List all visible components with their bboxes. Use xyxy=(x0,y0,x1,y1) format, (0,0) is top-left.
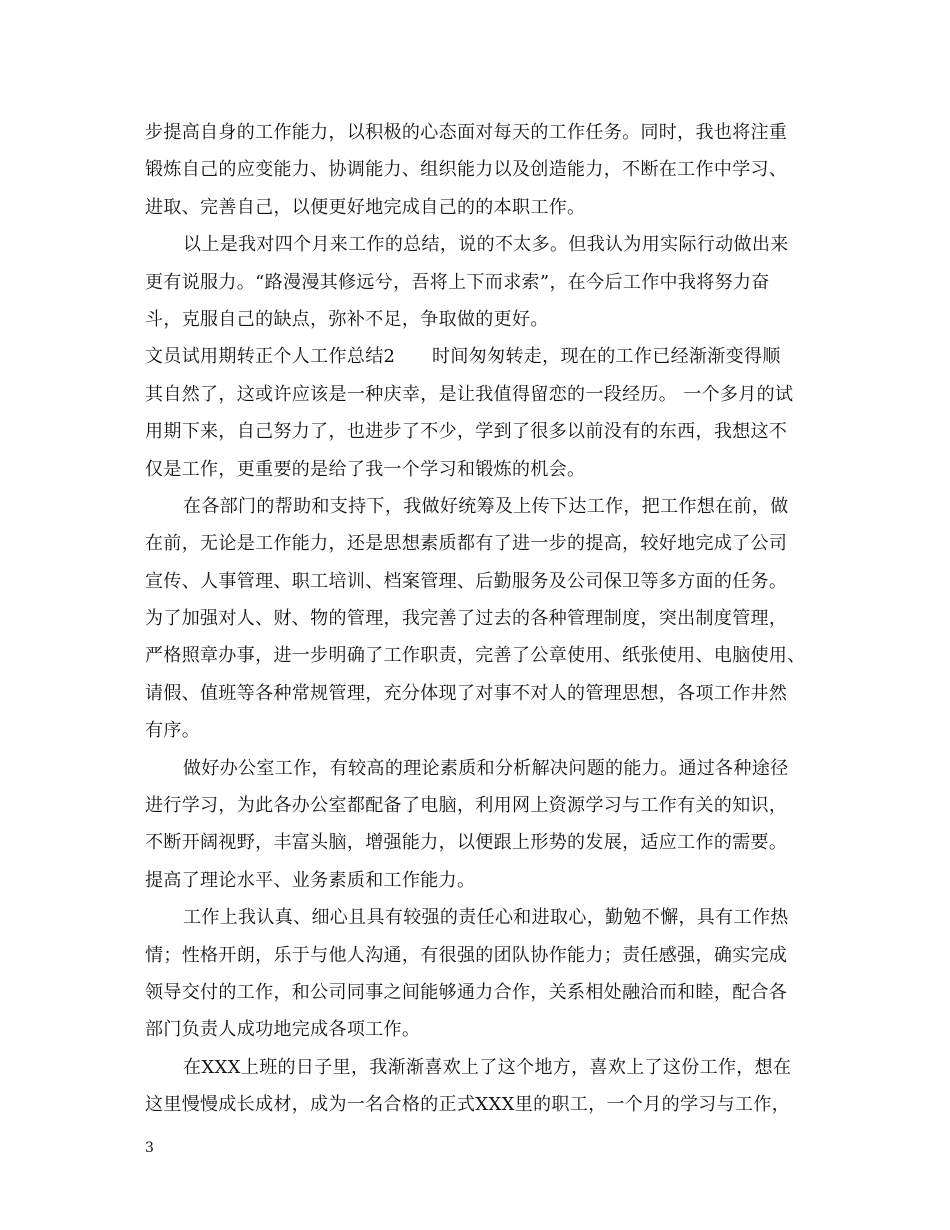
text-line: 情；性格开朗，乐于与他人沟通，有很强的团队协作能力；责任感强，确实完成 xyxy=(145,944,788,966)
text-line: 在XXX上班的日子里，我渐渐喜欢上了这个地方，喜欢上了这份工作，想在 xyxy=(183,1056,792,1078)
text-line: 工作上我认真、细心且具有较强的责任心和进取心，勤勉不懈，具有工作热 xyxy=(183,907,789,929)
text-line: 做好办公室工作，有较高的理论素质和分析解决问题的能力。通过各种途径 xyxy=(183,757,789,779)
text-line: 严格照章办事，进一步明确了工作职责，完善了公章使用、纸张使用、电脑使用、 xyxy=(145,645,806,667)
text-line: 在前，无论是工作能力，还是思想素质都有了进一步的提高，较好地完成了公司 xyxy=(145,533,788,555)
text-line: 这里慢慢成长成材，成为一名合格的正式XXX里的职工，一个月的学习与工作， xyxy=(145,1094,791,1116)
page-number: 3 xyxy=(145,1140,154,1156)
document-body xyxy=(145,114,807,1124)
text-line: 部门负责人成功地完成各项工作。 xyxy=(145,1019,421,1041)
text-line: 宣传、人事管理、职工培训、档案管理、后勤服务及公司保卫等多方面的任务。 xyxy=(145,570,788,592)
text-line: 以上是我对四个月来工作的总结，说的不太多。但我认为用实际行动做出来 xyxy=(183,234,789,256)
text-line: 请假、值班等各种常规管理，充分体现了对事不对人的管理思想，各项工作井然 xyxy=(145,682,788,704)
text-line: 不断开阔视野，丰富头脑，增强能力，以便跟上形势的发展，适应工作的需要。 xyxy=(145,832,788,854)
text-line: 锻炼自己的应变能力、协调能力、组织能力以及创造能力，不断在工作中学习、 xyxy=(145,159,788,181)
text-line: 进取、完善自己，以便更好地完成自己的的本职工作。 xyxy=(145,196,586,218)
text-line: 提高了理论水平、业务素质和工作能力。 xyxy=(145,869,476,891)
text-line: 更有说服力。“路漫漫其修远兮，吾将上下而求索”，在今后工作中我将努力奋 xyxy=(145,271,770,293)
text-line: 文员试用期转正个人工作总结2 时间匆匆转走，现在的工作已经渐渐变得顺 xyxy=(145,346,781,368)
text-line: 领导交付的工作，和公司同事之间能够通力合作，关系相处融洽而和睦，配合各 xyxy=(145,981,788,1003)
text-line: 其自然了，这或许应该是一种庆幸，是让我值得留恋的一段经历。 一个多月的试 xyxy=(145,383,794,405)
text-line: 为了加强对人、财、物的管理，我完善了过去的各种管理制度，突出制度管理， xyxy=(145,608,788,630)
text-line: 有序。 xyxy=(145,720,201,742)
text-line: 进行学习，为此各办公室都配备了电脑，利用网上资源学习与工作有关的知识， xyxy=(145,795,788,817)
text-line: 用期下来，自己努力了，也进步了不少，学到了很多以前没有的东西，我想这不 xyxy=(145,421,788,443)
text-line: 在各部门的帮助和支持下，我做好统筹及上传下达工作，把工作想在前，做 xyxy=(183,495,789,517)
text-line: 仅是工作，更重要的是给了我一个学习和锻炼的机会。 xyxy=(145,458,586,480)
text-line: 斗，克服自己的缺点，弥补不足，争取做的更好。 xyxy=(145,308,549,330)
text-line: 步提高自身的工作能力，以积极的心态面对每天的工作任务。同时，我也将注重 xyxy=(145,122,788,143)
